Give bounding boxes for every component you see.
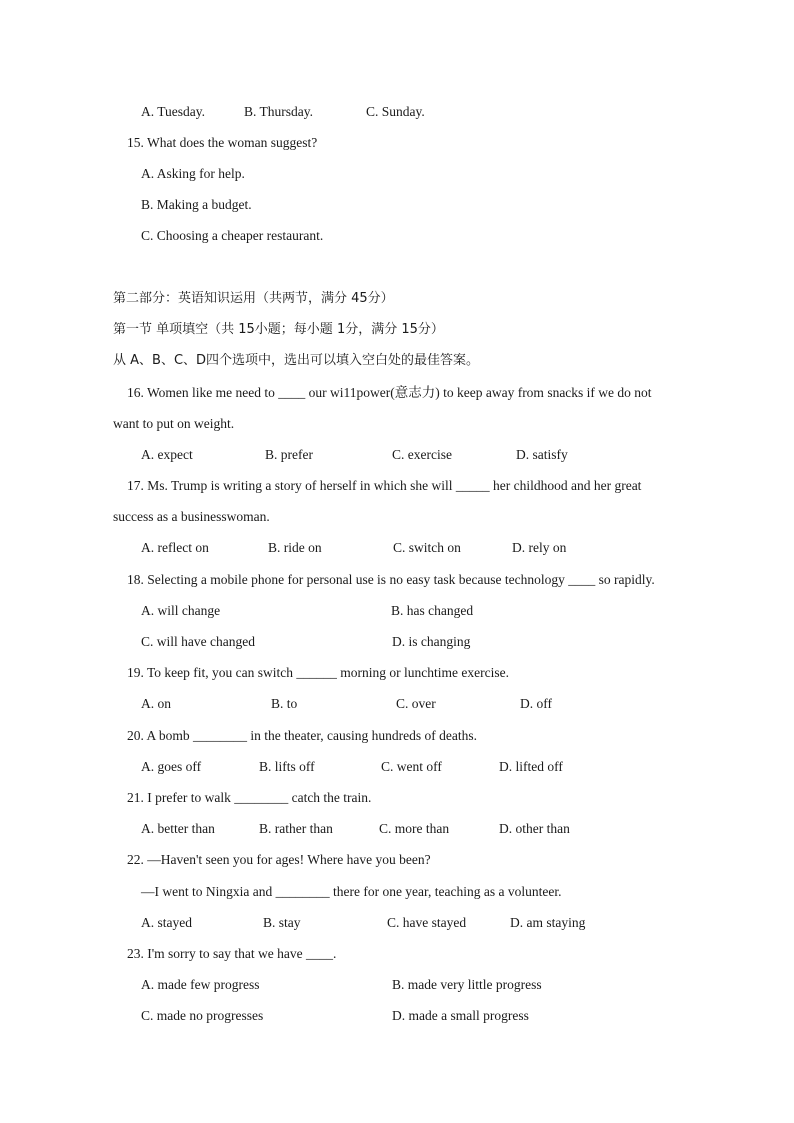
q17-option-a: A. reflect on <box>141 540 209 555</box>
q16-option-c: C. exercise <box>392 447 452 462</box>
q17-stem-line-1: 17. Ms. Trump is writing a story of herself in which she will _____ her childhood and her great <box>127 478 642 493</box>
q17-option-c: C. switch on <box>393 540 461 555</box>
q16-option-d: D. satisfy <box>516 447 568 462</box>
q15-stem: 15. What does the woman suggest? <box>127 135 318 150</box>
q23-option-c: C. made no progresses <box>141 1008 264 1023</box>
q20-option-d: D. lifted off <box>499 759 563 774</box>
q23-option-a: A. made few progress <box>141 977 260 992</box>
q20-stem: 20. A bomb ________ in the theater, causing hundreds of deaths. <box>127 728 478 743</box>
q15-option-a: A. Asking for help. <box>141 166 245 181</box>
q21-option-a: A. better than <box>141 821 215 836</box>
q22-option-b: B. stay <box>263 915 301 930</box>
q23-stem: 23. I'm sorry to say that we have ____. <box>127 946 337 961</box>
q14-option-a: A. Tuesday. <box>141 104 206 119</box>
q22-stem-line-1: 22. —Haven't seen you for ages! Where have you been? <box>127 852 431 867</box>
part2-heading: 第二部分：英语知识运用（共两节，满分 45分） <box>113 291 394 306</box>
q23-option-d: D. made a small progress <box>392 1008 529 1023</box>
q15-option-c: C. Choosing a cheaper restaurant. <box>141 228 324 243</box>
q22-option-a: A. stayed <box>141 915 192 930</box>
q21-option-d: D. other than <box>499 821 570 836</box>
q19-option-c: C. over <box>396 696 436 711</box>
q18-stem: 18. Selecting a mobile phone for personal use is no easy task because technology ____ so rapidly. <box>127 572 655 587</box>
q16-stem-line-1: 16. Women like me need to ____ our wi11power(意志力) to keep away from snacks if we do not <box>127 385 652 400</box>
q19-option-b: B. to <box>271 696 298 711</box>
q16-option-a: A. expect <box>141 447 193 462</box>
q22-option-d: D. am staying <box>510 915 586 930</box>
q18-option-a: A. will change <box>141 603 221 618</box>
q20-option-c: C. went off <box>381 759 442 774</box>
section1-instruction: 从 A、B、C、D四个选项中，选出可以填入空白处的最佳答案。 <box>113 353 480 368</box>
q23-option-b: B. made very little progress <box>392 977 542 992</box>
q21-stem: 21. I prefer to walk ________ catch the train. <box>127 790 372 805</box>
q19-option-a: A. on <box>141 696 171 711</box>
q14-option-b: B. Thursday. <box>244 104 313 119</box>
q19-option-d: D. off <box>520 696 552 711</box>
q18-option-b: B. has changed <box>391 603 474 618</box>
q19-stem: 19. To keep fit, you can switch ______ morning or lunchtime exercise. <box>127 665 509 680</box>
q17-option-d: D. rely on <box>512 540 567 555</box>
q18-option-c: C. will have changed <box>141 634 255 649</box>
q22-stem-line-2: —I went to Ningxia and ________ there for one year, teaching as a volunteer. <box>141 884 562 899</box>
q17-option-b: B. ride on <box>268 540 322 555</box>
q17-stem-line-2: success as a businesswoman. <box>113 509 270 524</box>
q20-option-b: B. lifts off <box>259 759 315 774</box>
q18-option-d: D. is changing <box>392 634 471 649</box>
q21-option-b: B. rather than <box>259 821 333 836</box>
q20-option-a: A. goes off <box>141 759 202 774</box>
q22-option-c: C. have stayed <box>387 915 467 930</box>
q16-stem-line-2: want to put on weight. <box>113 416 235 431</box>
q14-option-c: C. Sunday. <box>366 104 425 119</box>
q21-option-c: C. more than <box>379 821 450 836</box>
q16-option-b: B. prefer <box>265 447 313 462</box>
q15-option-b: B. Making a budget. <box>141 197 252 212</box>
section1-heading: 第一节 单项填空（共 15小题；每小题 1分，满分 15分） <box>113 322 444 337</box>
